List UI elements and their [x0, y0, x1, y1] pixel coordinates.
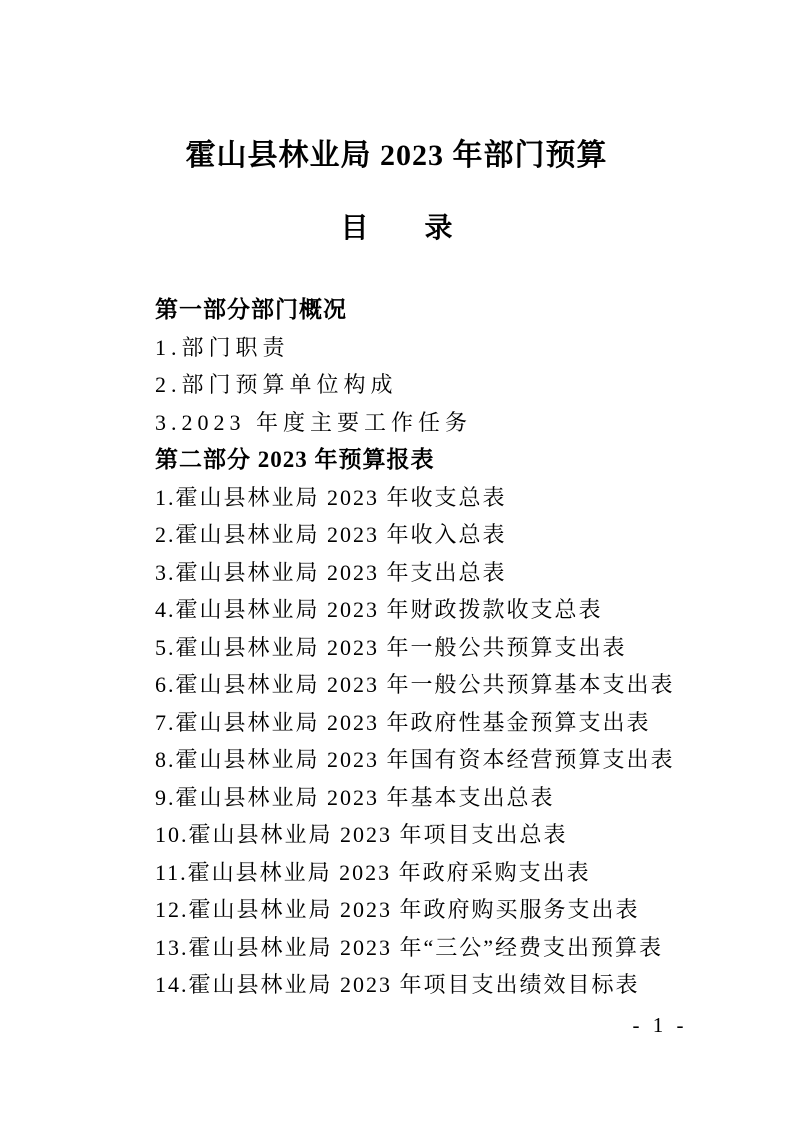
section-1-heading: 第一部分部门概况 [155, 297, 347, 322]
toc-heading: 目 录 [340, 213, 453, 244]
page-number: - 1 - [632, 1013, 688, 1037]
toc-item: 12.霍山县林业局 2023 年政府购买服务支出表 [155, 897, 640, 922]
toc-item: 10.霍山县林业局 2023 年项目支出总表 [155, 822, 568, 847]
toc-item: 2.部门预算单位构成 [155, 372, 398, 397]
toc-item: 1.霍山县林业局 2023 年收支总表 [155, 484, 507, 510]
toc-item: 11.霍山县林业局 2023 年政府采购支出表 [155, 859, 591, 885]
toc-item: 3.2023 年度主要工作任务 [155, 409, 473, 435]
toc-item: 4.霍山县林业局 2023 年财政拨款收支总表 [155, 597, 603, 622]
toc-item: 14.霍山县林业局 2023 年项目支出绩效目标表 [155, 972, 640, 997]
table-of-contents [155, 291, 733, 1004]
toc-item: 8.霍山县林业局 2023 年国有资本经营预算支出表 [155, 747, 675, 772]
section-2-heading: 第二部分 2023 年预算报表 [155, 447, 435, 472]
toc-item: 6.霍山县林业局 2023 年一般公共预算基本支出表 [155, 672, 675, 697]
toc-item: 3.霍山县林业局 2023 年支出总表 [155, 559, 507, 585]
toc-item: 9.霍山县林业局 2023 年基本支出总表 [155, 784, 555, 810]
toc-item: 13.霍山县林业局 2023 年“三公”经费支出预算表 [155, 934, 664, 960]
document-title: 霍山县林业局 2023 年部门预算 [185, 139, 608, 172]
toc-item: 7.霍山县林业局 2023 年政府性基金预算支出表 [155, 709, 651, 735]
toc-item: 2.霍山县林业局 2023 年收入总表 [155, 522, 507, 547]
toc-item: 1.部门职责 [155, 334, 290, 360]
toc-item: 5.霍山县林业局 2023 年一般公共预算支出表 [155, 634, 627, 660]
